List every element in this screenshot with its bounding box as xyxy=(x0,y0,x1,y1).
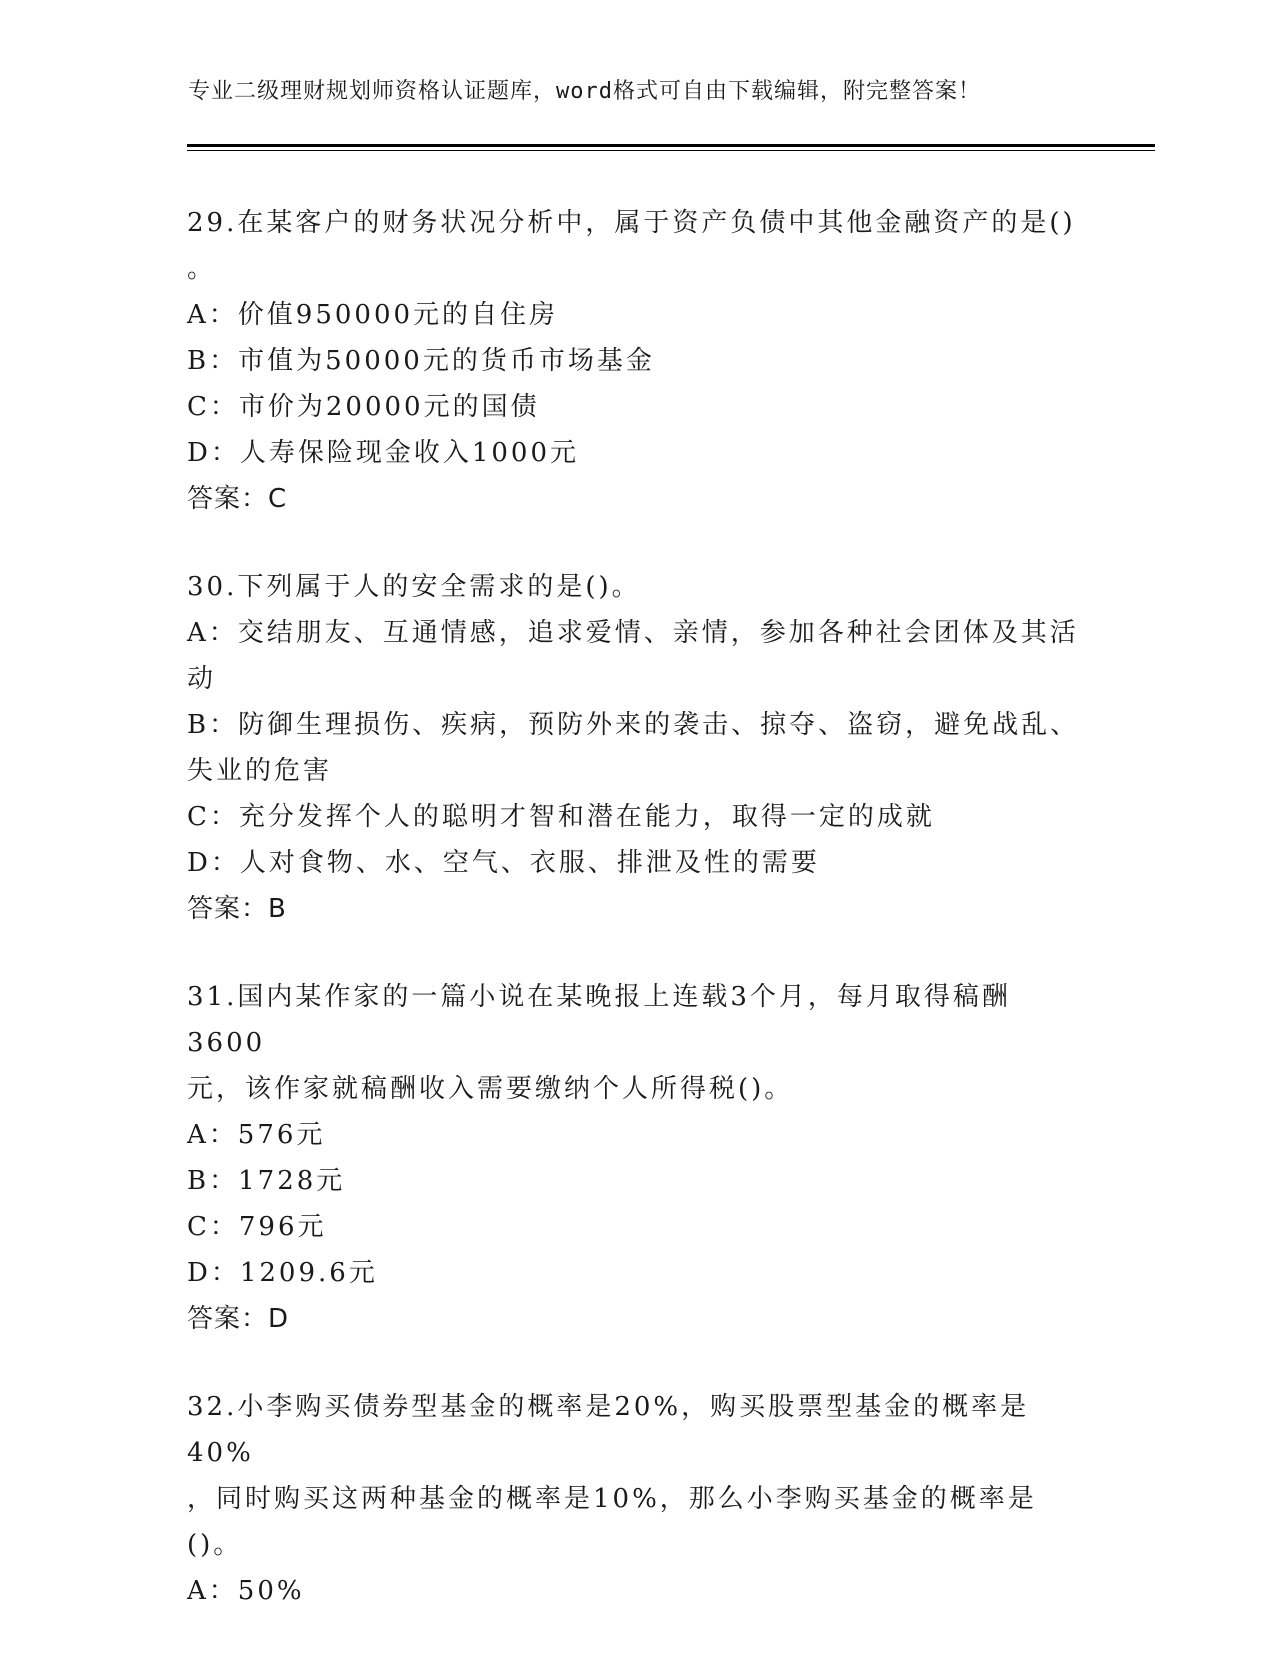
answer-line: 答案：B xyxy=(187,894,287,924)
option-d: D：人对食物、水、空气、衣服、排泄及性的需要 xyxy=(187,848,820,878)
document-header: 专业二级理财规划师资格认证题库，word格式可自由下载编辑，附完整答案！ xyxy=(188,79,981,104)
question-stem: 32.小李购买债券型基金的概率是20%，购买股票型基金的概率是40% xyxy=(187,1392,1030,1468)
option-c: C：796元 xyxy=(187,1212,327,1242)
option-c: C：充分发挥个人的聪明才智和潜在能力，取得一定的成就 xyxy=(187,802,935,832)
question-stem: ，同时购买这两种基金的概率是10%，那么小李购买基金的概率是()。 xyxy=(187,1484,1037,1560)
option-a: A：价值950000元的自住房 xyxy=(187,300,559,330)
option-d: D：人寿保险现金收入1000元 xyxy=(187,438,580,468)
question-list xyxy=(187,200,1087,1656)
option-b: B：市值为50000元的货币市场基金 xyxy=(187,346,655,376)
option-c: C：市价为20000元的国债 xyxy=(187,392,540,422)
option-a: A：交结朋友、互通情感，追求爱情、亲情，参加各种社会团体及其活 xyxy=(187,618,1079,648)
answer-line: 答案：D xyxy=(187,1304,290,1334)
option-a: A：576元 xyxy=(187,1120,326,1150)
header-rule-thick xyxy=(187,144,1155,147)
answer-line: 答案：C xyxy=(187,484,288,514)
question-stem: 元，该作家就稿酬收入需要缴纳个人所得税()。 xyxy=(187,1074,794,1104)
header-rule-thin xyxy=(187,150,1155,151)
question-32 xyxy=(187,1384,1087,1614)
question-stem: 30.下列属于人的安全需求的是()。 xyxy=(187,572,641,602)
option-b: B：1728元 xyxy=(187,1166,346,1196)
option-b-continued: 失业的危害 xyxy=(187,756,333,786)
question-30 xyxy=(187,564,1087,932)
question-stem: 。 xyxy=(187,254,217,284)
question-stem: 31.国内某作家的一篇小说在某晚报上连载3个月，每月取得稿酬3600 xyxy=(187,982,1011,1058)
option-d: D：1209.6元 xyxy=(187,1258,378,1288)
option-a-continued: 动 xyxy=(187,664,217,694)
question-stem: 29.在某客户的财务状况分析中，属于资产负债中其他金融资产的是() xyxy=(187,208,1076,238)
option-b: B：防御生理损伤、疾病，预防外来的袭击、掠夺、盗窃，避免战乱、 xyxy=(187,710,1080,740)
question-31 xyxy=(187,974,1087,1342)
question-29 xyxy=(187,200,1087,522)
option-a: A：50% xyxy=(187,1576,305,1606)
